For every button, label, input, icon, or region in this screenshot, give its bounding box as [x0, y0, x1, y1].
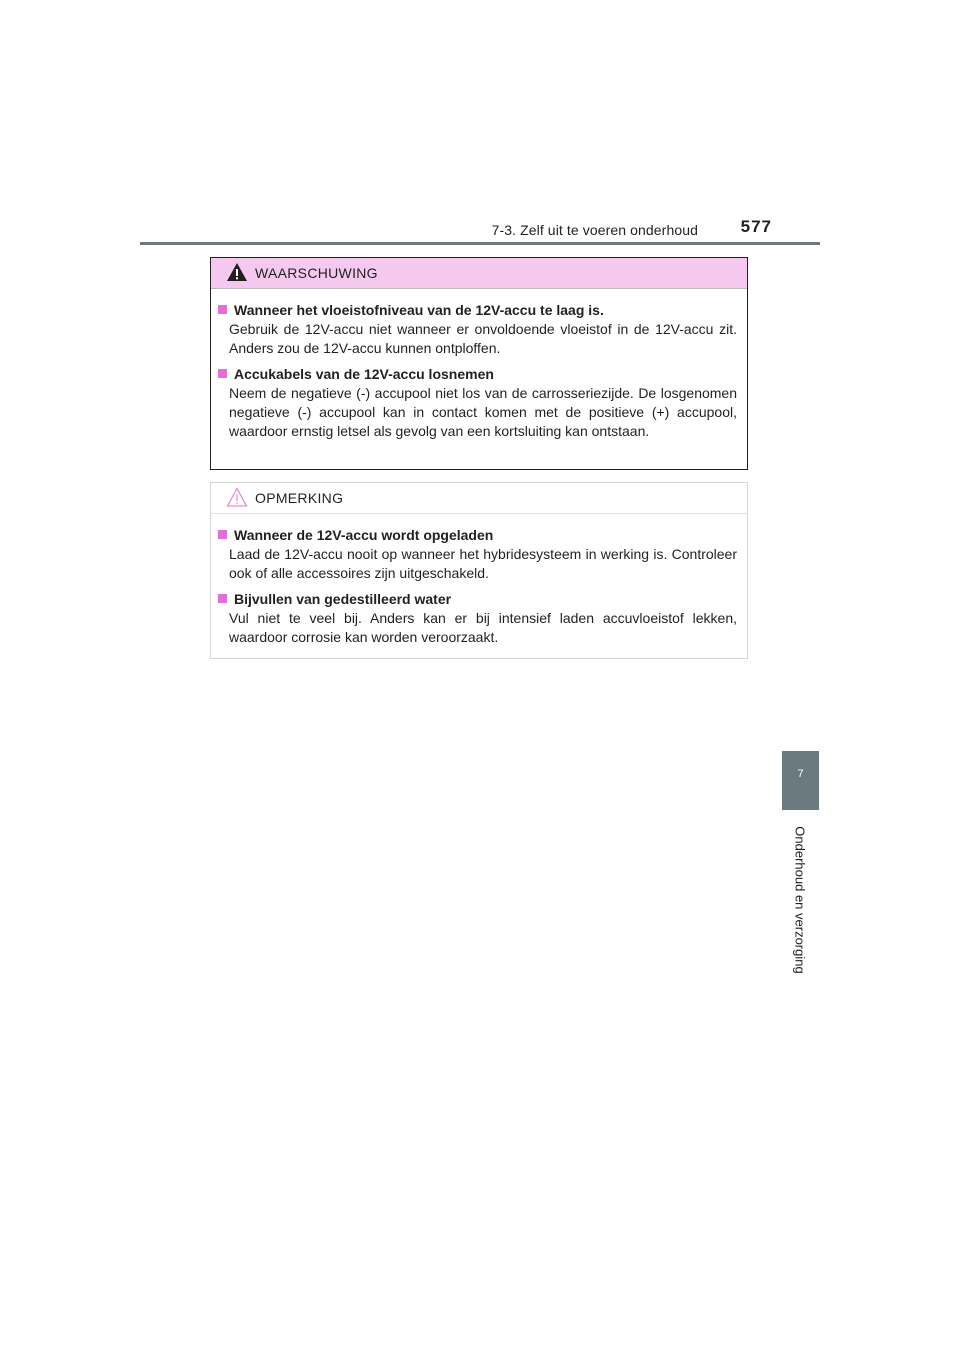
warning-label: WAARSCHUWING	[255, 265, 378, 281]
notice-header	[211, 483, 747, 514]
notice-item	[218, 525, 737, 583]
warning-item-text: Gebruik de 12V-accu niet wanneer er onvoldoende vloeistof in de 12V-accu zit. Anders zou de 12V-accu kunnen ontploffen.	[229, 321, 737, 356]
warning-box	[210, 257, 748, 470]
page-header	[140, 214, 820, 244]
caution-outline-triangle-icon	[226, 486, 248, 508]
page-number: 577	[740, 217, 772, 236]
warning-triangle-icon	[226, 261, 248, 283]
notice-item-text: Vul niet te veel bij. Anders kan er bij intensief laden accuvloeistof lekken, waardoor corrosie kan worden veroorzaakt.	[229, 610, 737, 645]
section-title: 7-3. Zelf uit te voeren onderhoud	[491, 222, 698, 238]
chapter-tab[interactable]	[782, 751, 819, 810]
warning-item	[218, 364, 737, 441]
notice-item	[218, 589, 737, 647]
warning-item-title: Wanneer het vloeistofniveau van de 12V-accu te laag is.	[234, 302, 604, 318]
bullet-square-icon	[218, 369, 227, 378]
warning-header	[211, 258, 747, 289]
notice-box	[210, 482, 748, 659]
header-divider	[140, 242, 820, 245]
warning-body	[211, 289, 747, 441]
notice-item-title: Bijvullen van gedestilleerd water	[234, 591, 452, 607]
warning-item-title: Accukabels van de 12V-accu losnemen	[234, 366, 494, 382]
notice-label: OPMERKING	[255, 490, 344, 506]
notice-item-text: Laad de 12V-accu nooit op wanneer het hybridesysteem in werking is. Controleer ook of alle accessoires zijn uitgeschakeld.	[229, 546, 737, 581]
chapter-number: 7	[797, 768, 804, 780]
bullet-square-icon	[218, 530, 227, 539]
warning-item	[218, 300, 737, 358]
chapter-title: Onderhoud en verzorging	[792, 826, 808, 974]
bullet-square-icon	[218, 305, 227, 314]
bullet-square-icon	[218, 594, 227, 603]
notice-item-title: Wanneer de 12V-accu wordt opgeladen	[234, 527, 494, 543]
notice-body	[211, 514, 747, 647]
warning-item-text: Neem de negatieve (-) accupool niet los van de carrosseriezijde. De losgenomen negatieve (-) accupool kan in contact komen met de positieve (+) accupool, waardoor ernstig letsel als gevolg van een kortsluiting kan ontstaan.	[229, 385, 737, 439]
